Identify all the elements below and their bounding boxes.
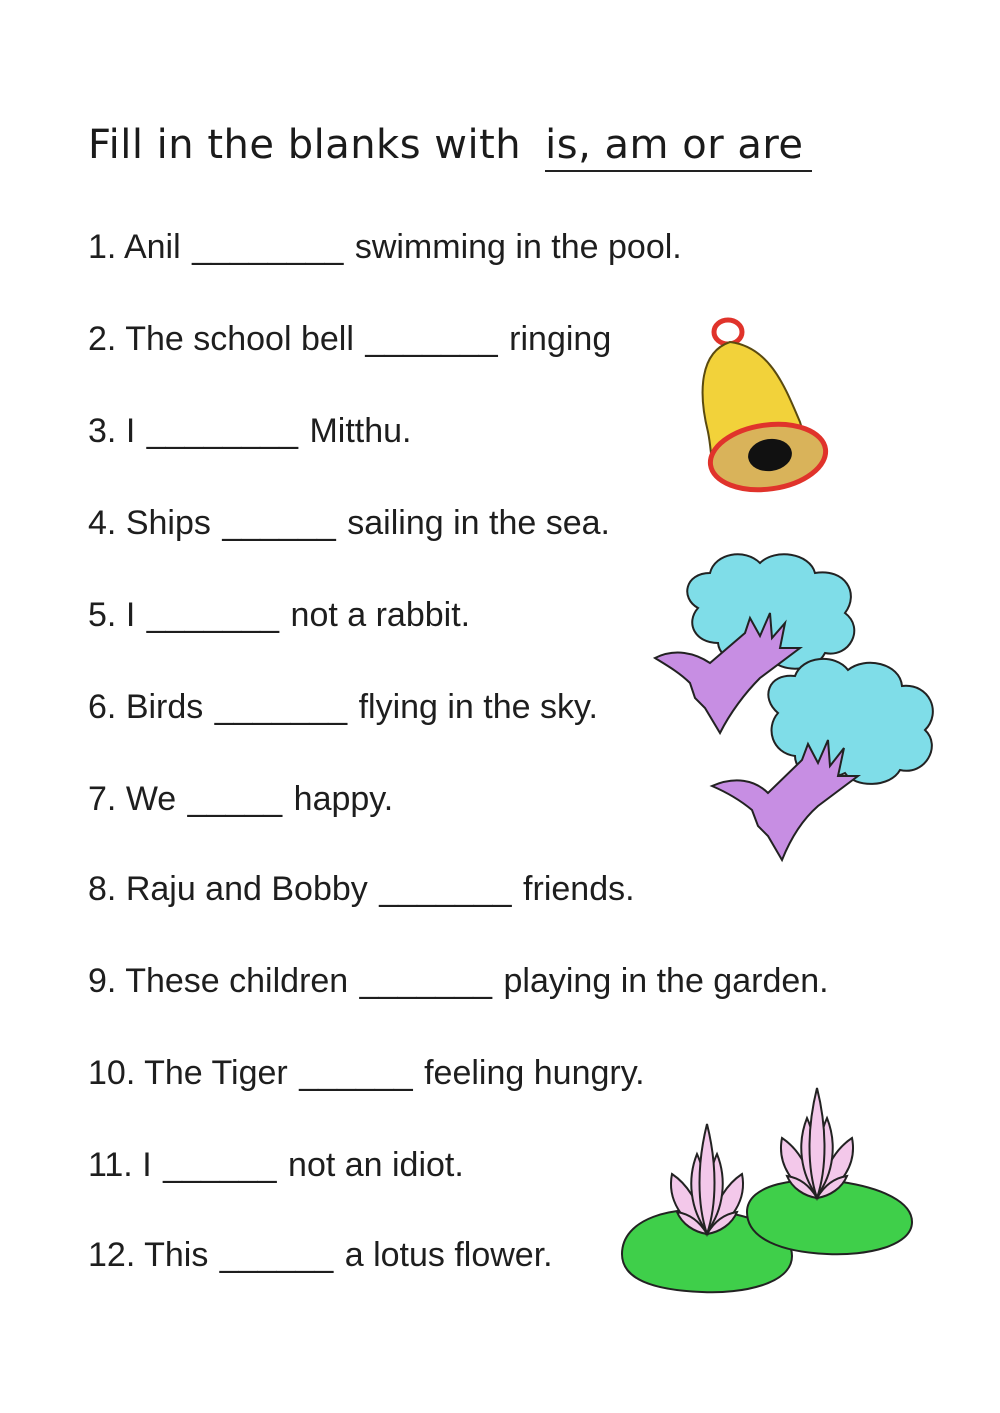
question-1 xyxy=(88,228,682,267)
question-text-before: This xyxy=(144,1236,209,1274)
question-number: 12. xyxy=(88,1236,136,1274)
question-text-before: These children xyxy=(125,962,349,1000)
question-number: 7. xyxy=(88,780,117,818)
answer-blank[interactable]: _______ xyxy=(379,870,512,908)
question-11 xyxy=(88,1146,464,1185)
question-text-before: I xyxy=(125,412,136,450)
question-5 xyxy=(88,596,470,635)
question-text-before: I xyxy=(125,596,136,634)
question-text-before: The school bell xyxy=(125,320,354,358)
question-text-after: not a rabbit. xyxy=(290,596,471,634)
question-2 xyxy=(88,320,611,359)
answer-blank[interactable]: ______ xyxy=(299,1054,413,1092)
answer-blank[interactable]: _______ xyxy=(146,596,280,634)
question-number: 10. xyxy=(88,1054,136,1092)
question-text-after: sailing in the sea. xyxy=(347,504,610,542)
question-text-before: Ships xyxy=(125,504,211,542)
question-text-before: The Tiger xyxy=(144,1054,288,1092)
question-number: 3. xyxy=(88,412,117,450)
question-text-after: Mitthu. xyxy=(309,412,412,450)
question-text-after: ringing xyxy=(509,320,612,358)
question-text-after: feeling hungry. xyxy=(424,1054,645,1092)
bell-icon xyxy=(690,312,835,497)
question-number: 4. xyxy=(88,504,117,542)
answer-blank[interactable]: _______ xyxy=(365,320,498,358)
question-10 xyxy=(88,1054,645,1093)
title-words: is, am or are xyxy=(545,122,811,172)
question-text-before: I xyxy=(142,1146,152,1184)
question-6 xyxy=(88,688,598,727)
question-number: 5. xyxy=(88,596,117,634)
answer-blank[interactable]: ______ xyxy=(163,1146,277,1184)
birds-icon xyxy=(650,548,950,876)
question-3 xyxy=(88,412,412,451)
question-7 xyxy=(88,780,393,819)
lotus-icon xyxy=(612,1084,920,1296)
answer-blank[interactable]: ________ xyxy=(192,228,344,266)
answer-blank[interactable]: ______ xyxy=(219,1236,334,1274)
question-text-after: happy. xyxy=(293,780,394,818)
question-text-after: not an idiot. xyxy=(288,1146,464,1184)
question-number: 11. xyxy=(88,1146,133,1184)
question-4 xyxy=(88,504,610,543)
question-12 xyxy=(88,1236,553,1275)
question-text-before: Birds xyxy=(125,688,204,726)
question-9 xyxy=(88,962,829,1001)
answer-blank[interactable]: _____ xyxy=(187,780,283,818)
question-text-before: We xyxy=(125,780,177,818)
question-text-after: a lotus flower. xyxy=(344,1236,553,1274)
answer-blank[interactable]: _______ xyxy=(359,962,493,1000)
question-number: 9. xyxy=(88,962,117,1000)
question-text-before: Anil xyxy=(123,228,181,266)
answer-blank[interactable]: ________ xyxy=(146,412,298,450)
question-text-after: flying in the sky. xyxy=(358,688,598,726)
question-number: 8. xyxy=(88,870,117,908)
answer-blank[interactable]: ______ xyxy=(222,504,336,542)
question-text-after: swimming in the pool. xyxy=(354,228,682,266)
question-number: 6. xyxy=(88,688,117,726)
answer-blank[interactable]: _______ xyxy=(214,688,348,726)
title-prefix: Fill in the blanks with xyxy=(88,122,522,168)
question-number: 2. xyxy=(88,320,117,358)
worksheet-title xyxy=(88,122,812,168)
question-text-after: playing in the garden. xyxy=(503,962,829,1000)
question-8 xyxy=(88,870,635,909)
question-text-after: friends. xyxy=(523,870,635,908)
question-number: 1. xyxy=(88,228,117,266)
question-text-before: Raju and Bobby xyxy=(125,870,368,908)
